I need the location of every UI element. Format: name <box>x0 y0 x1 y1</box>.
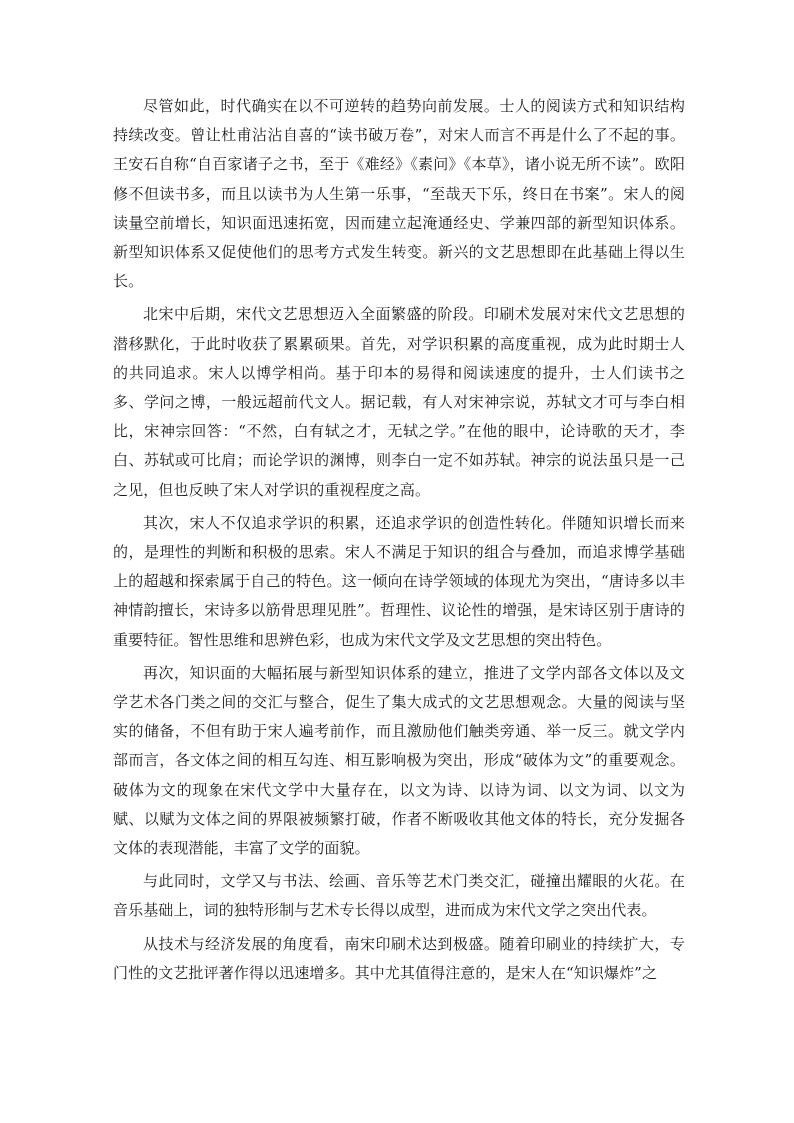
paragraph-2: 北宋中后期，宋代文艺思想迈入全面繁盛的阶段。印刷术发展对宋代文艺思想的潜移默化，于此时收获了累累硕果。首先，对学识积累的高度重视，成为此时期士人的共同追求。宋人以博学相尚。基于印本的易得和阅读速度的提升，士人们读书之多、学问之博，一般远超前代文人。据记载，有人对宋神宗说，苏轼文才可与李白相比，宋神宗回答：“不然，白有轼之才，无轼之学。”在他的眼中，论诗歌的天才，李白、苏轼或可比肩；而论学识的渊博，则李白一定不如苏轼。神宗的说法虽只是一己之见，但也反映了宋人对学识的重视程度之高。 <box>113 305 685 499</box>
paragraph-1: 尽管如此，时代确实在以不可逆转的趋势向前发展。士人的阅读方式和知识结构持续改变。曾让杜甫沾沾自喜的“读书破万卷”，对宋人而言不再是什么了不起的事。王安石自称“自百家诸子之书，至于《难经》《素问》《本草》，诸小说无所不读”。欧阳修不但读书多，而且以读书为人生第一乐事，“至哉天下乐，终日在书案”。宋人的阅读量空前增长，知识面迅速拓宽，因而建立起淹通经史、学兼四部的新型知识体系。新型知识体系又促使他们的思考方式发生转变。新兴的文艺思想即在此基础上得以生长。 <box>113 97 685 291</box>
paragraph-3: 其次，宋人不仅追求学识的积累，还追求学识的创造性转化。伴随知识增长而来的，是理性的判断和积极的思索。宋人不满足于知识的组合与叠加，而追求博学基础上的超越和探索属于自己的特色。这一倾向在诗学领域的体现尤为突出，“唐诗多以丰神情韵擅长，宋诗多以筋骨思理见胜”。哲理性、议论性的增强，是宋诗区别于唐诗的重要特征。智性思维和思辨色彩，也成为宋代文学及文艺思想的突出特色。 <box>113 513 685 649</box>
paragraph-4: 再次，知识面的大幅拓展与新型知识体系的建立，推进了文学内部各文体以及文学艺术各门类之间的交汇与整合，促生了集大成式的文艺思想观念。大量的阅读与坚实的储备，不但有助于宋人遍考前作，而且激励他们触类旁通、举一反三。就文学内部而言，各文体之间的相互勾连、相互影响极为突出，形成“破体为文”的重要观念。破体为文的现象在宋代文学中大量存在，以文为诗、以诗为词、以文为词、以文为赋、以赋为文体之间的界限被频繁打破，作者不断吸收其他文体的特长，充分发掘各文体的表现潜能，丰富了文学的面貌。 <box>113 663 685 858</box>
paragraph-6: 从技术与经济发展的角度看，南宋印刷术达到极盛。随着印刷业的持续扩大，专门性的文艺批评著作得以迅速增多。其中尤其值得注意的，是宋人在“知识爆炸”之 <box>113 934 685 982</box>
paragraph-5: 与此同时，文学又与书法、绘画、音乐等艺术门类交汇，碰撞出耀眼的火花。在音乐基础上，词的独特形制与艺术专长得以成型，进而成为宋代文学之突出代表。 <box>113 872 685 920</box>
document-body <box>113 92 685 992</box>
